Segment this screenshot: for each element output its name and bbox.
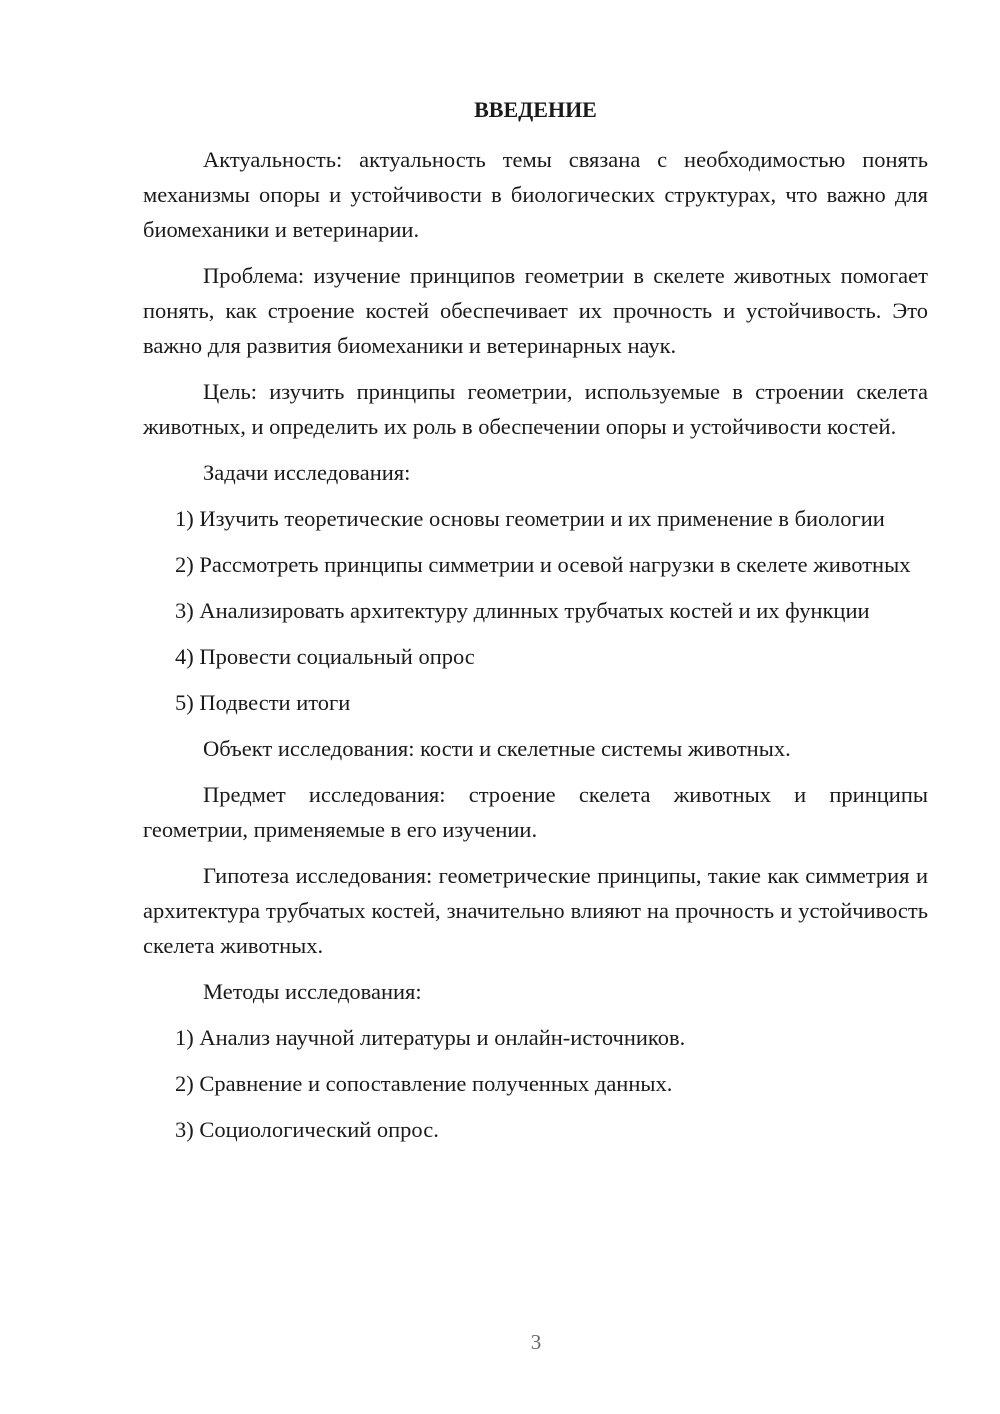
page-number: 3	[530, 1330, 542, 1354]
method-item-3: 3) Социологический опрос.	[175, 1117, 439, 1142]
hypothesis-paragraph: Гипотеза исследования: геометрические принципы, такие как симметрия и архитектура трубчатых костей, значительно влияют на прочность и устойчивость скелета животных.	[143, 863, 928, 958]
problem-paragraph: Проблема: изучение принципов геометрии в скелете животных помогает понять, как строение костей обеспечивает их прочность и устойчивость. Это важно для развития биомеханики и ветеринарных наук.	[143, 263, 928, 358]
method-item-1: 1) Анализ научной литературы и онлайн-источников.	[175, 1025, 686, 1050]
goal-paragraph: Цель: изучить принципы геометрии, используемые в строении скелета животных, и определить их роль в обеспечении опоры и устойчивости костей.	[143, 379, 928, 439]
task-item-5: 5) Подвести итоги	[175, 690, 351, 715]
subject-paragraph: Предмет исследования: строение скелета животных и принципы геометрии, применяемые в его изучении.	[143, 782, 928, 842]
task-item-1: 1) Изучить теоретические основы геометрии и их применение в биологии	[175, 506, 885, 531]
method-item-2: 2) Сравнение и сопоставление полученных данных.	[175, 1071, 673, 1096]
task-item-3: 3) Анализировать архитектуру длинных трубчатых костей и их функции	[175, 598, 870, 623]
relevance-paragraph: Актуальность: актуальность темы связана с необходимостью понять механизмы опоры и устойчивости в биологических структурах, что важно для биомеханики и ветеринарии.	[143, 147, 928, 242]
methods-heading: Методы исследования:	[203, 979, 422, 1004]
section-title: ВВЕДЕНИЕ	[474, 97, 597, 122]
object-paragraph: Объект исследования: кости и скелетные системы животных.	[203, 736, 791, 761]
task-item-4: 4) Провести социальный опрос	[175, 644, 475, 669]
document-page	[143, 94, 928, 1158]
tasks-heading: Задачи исследования:	[203, 460, 411, 485]
task-item-2: 2) Рассмотреть принципы симметрии и осевой нагрузки в скелете животных	[175, 552, 911, 577]
